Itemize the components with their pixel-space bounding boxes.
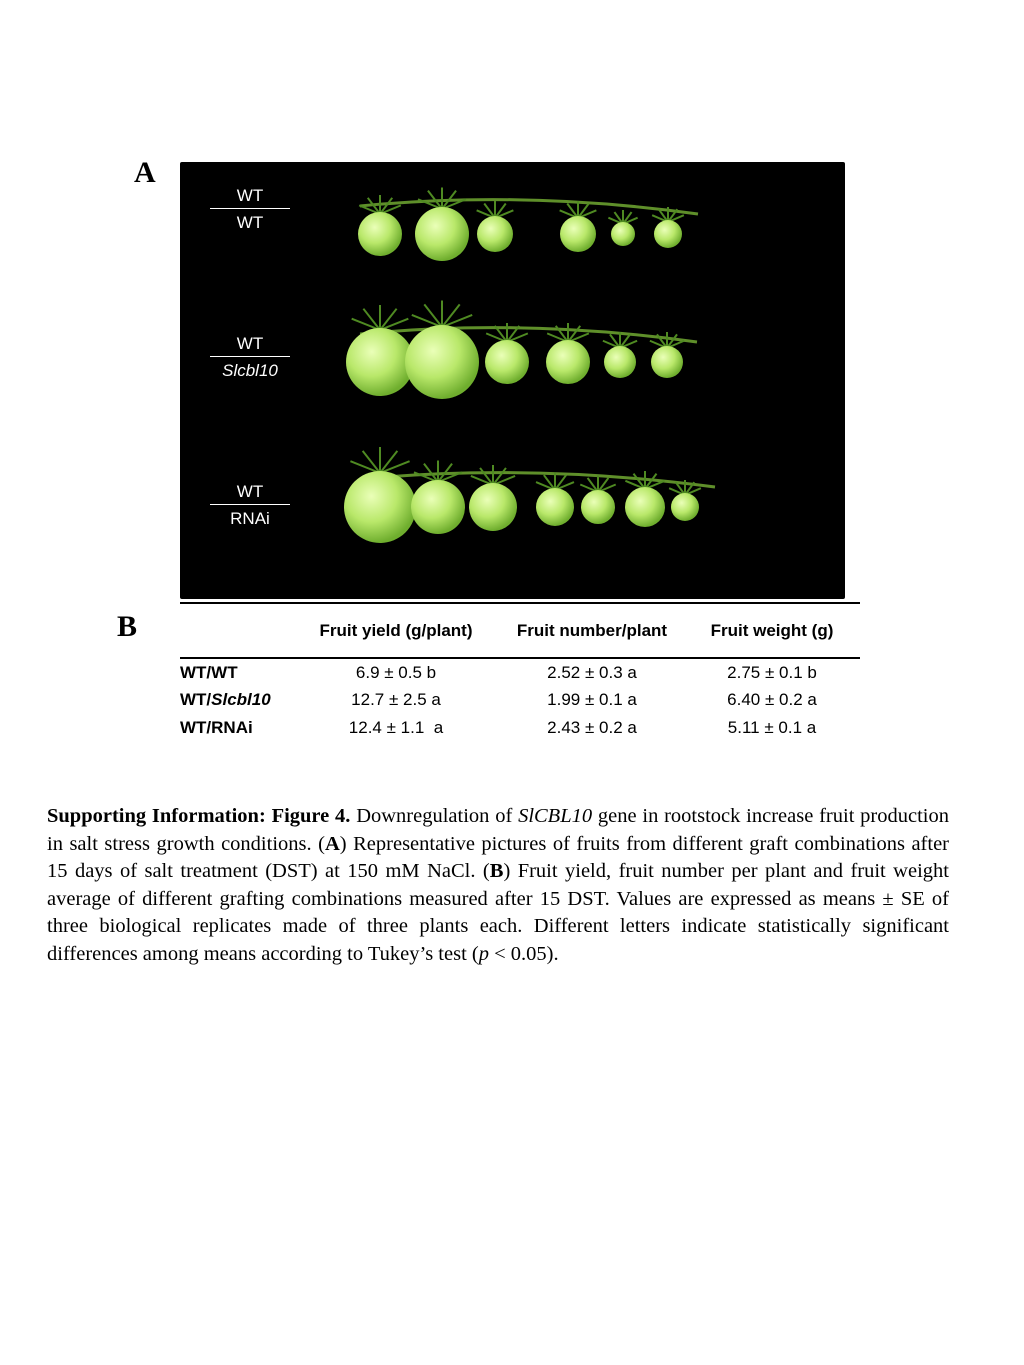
row-label-suffix: RNAi (211, 718, 253, 737)
tomato-fruit (581, 490, 615, 524)
stem-line (360, 328, 697, 342)
scion-label: WT (210, 482, 290, 505)
table-cell: 5.11 ± 0.1 a (727, 718, 817, 737)
scion-label: WT (210, 186, 290, 209)
row-label-prefix: WT/ (180, 663, 212, 682)
table-cell: 2.52 ± 0.3 a (547, 663, 637, 682)
header-fruit-number: Fruit number/plant (516, 621, 668, 640)
tomato-fruit (358, 212, 402, 256)
row-label-wt-slcbl10 (180, 690, 271, 710)
tomato-fruit (651, 346, 683, 378)
panel-a-letter: A (134, 156, 156, 189)
tomato-fruit (346, 328, 414, 396)
tomato-fruit (546, 340, 590, 384)
caption-p-symbol: p (478, 942, 489, 965)
tomato-fruit (654, 220, 682, 248)
table-cell: 2.75 ± 0.1 b (727, 663, 817, 682)
row-label-suffix: Slcbl10 (211, 690, 271, 709)
row-label-prefix: WT/ (180, 718, 212, 737)
row-label-wt-rnai (180, 718, 253, 738)
stem-line (360, 473, 715, 487)
table-top-rule (180, 602, 860, 604)
table-cell: 2.43 ± 0.2 a (547, 718, 637, 737)
tomato-fruit (411, 480, 465, 534)
caption-panel-ref: B (489, 860, 504, 882)
caption-gene-name: SlCBL10 (518, 805, 593, 827)
table-cell: 1.99 ± 0.1 a (547, 690, 637, 709)
rootstock-label: WT (236, 213, 264, 232)
stem-line (360, 200, 698, 214)
figure-caption (47, 803, 949, 968)
table-cell: 6.9 ± 0.5 b (355, 663, 437, 682)
caption-panel-ref: A (324, 832, 340, 855)
tomato-fruit (405, 325, 479, 399)
tomato-fruit (625, 487, 665, 527)
panel-b-letter: B (117, 610, 138, 643)
tomato-fruit (611, 222, 635, 246)
tomato-fruit (671, 493, 699, 521)
caption-text: ) Representative pictures of fruits from different graft combinations after 15 days of salt treatment (DST) at 150 mM NaCl. ( (47, 832, 949, 882)
fruit-photo (180, 162, 845, 599)
label-wt-wt (210, 186, 290, 233)
scion-label: WT (210, 334, 290, 357)
tomato-fruit (536, 488, 574, 526)
tomato-fruit (560, 216, 596, 252)
caption-text: < 0.05). (488, 942, 559, 965)
row-label-wt-wt (180, 663, 238, 683)
label-wt-rnai (210, 482, 290, 529)
table-cell: 6.40 ± 0.2 a (727, 690, 817, 709)
caption-text: Downregulation of (350, 805, 519, 827)
caption-text: gene in rootstock increase fruit production in salt stress growth conditions. ( (47, 805, 949, 855)
tomato-fruit (415, 207, 469, 261)
caption-text: ) Fruit yield, fruit number per plant and fruit weight average of different grafting combinations measured after 15 DST. Values are expressed as means ± SE of three biological replicates made of three plants each. Different letters indicate statistically significant differences among means according to Tukey’s test ( (47, 860, 949, 965)
tomato-fruit (604, 346, 636, 378)
table-header-rule (180, 657, 860, 659)
rootstock-label: Slcbl10 (222, 361, 278, 380)
tomato-fruit (485, 340, 529, 384)
rootstock-label: RNAi (230, 509, 270, 528)
row-label-prefix: WT/ (180, 690, 212, 709)
caption-lead: Supporting Information: Figure 4. (47, 805, 351, 827)
table-cell: 12.4 ± 1.1 a (348, 718, 444, 737)
tomato-fruit (344, 471, 416, 543)
label-wt-slcbl10 (210, 334, 290, 381)
tomato-fruit (469, 483, 517, 531)
header-fruit-weight: Fruit weight (g) (710, 621, 834, 640)
table-cell: 12.7 ± 2.5 a (351, 690, 441, 709)
row-label-suffix: WT (211, 663, 238, 682)
tomato-fruit (477, 216, 513, 252)
header-fruit-yield: Fruit yield (g/plant) (319, 621, 473, 640)
